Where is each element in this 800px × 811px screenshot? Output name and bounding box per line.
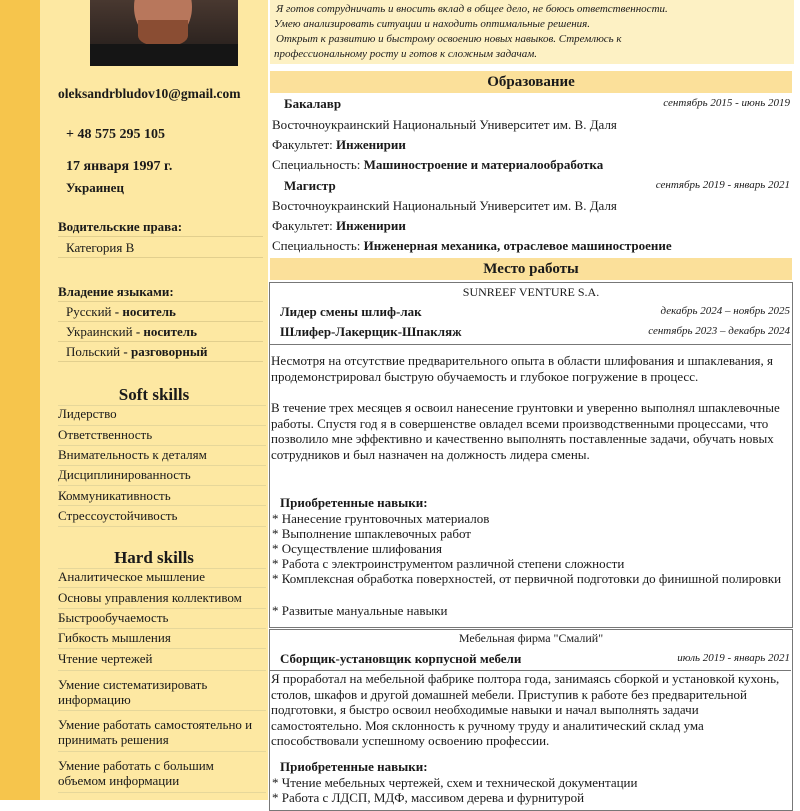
job-description: Я проработал на мебельной фабрике полтора года, занимаясь сборкой и установкой кухонь, столов, шкафов и другой домашней мебели. Приступив к работе без предварительной подготовки, я быстро освоил необходимые навыки и начал выполнять задачи самостоятельно. Моя склонность к ручному труду и аналитический склад ума способствовали успешному освоению профессии. <box>271 671 780 748</box>
soft-skill-item: Стрессоустойчивость <box>58 508 178 523</box>
divider <box>58 465 266 466</box>
specialty-row: Специальность: Инженерная механика, отраслевое машиностроение <box>272 238 672 253</box>
hard-skill-item: Аналитическое мышление <box>58 569 205 584</box>
university: Восточноукраинский Национальный Университет им. В. Даля <box>272 117 617 132</box>
license-title: Водительские права: <box>58 219 183 234</box>
skill-item: * Комплексная обработка поверхностей, от первичной подготовки до финишной полировки <box>272 571 782 586</box>
divider <box>58 236 263 237</box>
acquired-skills-title: Приобретенные навыки: <box>280 759 428 774</box>
job-description: Несмотря на отсутствие предварительного опыта в области шлифования и шпаклевания, я продемонстрировал быструю обучаемость и глубокое погружение в процесс. <box>271 353 774 384</box>
intro-line: Открыт к развитию и быстрому освоению новых навыков. Стремлюсь к <box>276 33 622 45</box>
soft-skill-item: Коммуникативность <box>58 488 171 503</box>
divider <box>58 445 266 446</box>
work-title: Место работы <box>270 258 792 280</box>
degree-master: Магистр <box>284 178 336 193</box>
divider <box>58 341 263 342</box>
accent-stripe <box>0 0 40 800</box>
intro-line: Я готов сотрудничать и вносить вклад в общее дело, не боюсь ответственности. <box>276 3 668 15</box>
divider <box>58 257 263 258</box>
hard-skill-item: Умение работать самостоятельно и принимать решения <box>58 717 253 747</box>
position-title: Сборщик-установщик корпусной мебели <box>280 651 522 666</box>
intro-block <box>270 0 794 64</box>
divider <box>58 321 263 322</box>
language-polish: Польский - разговорный <box>66 344 208 359</box>
faculty-row: Факультет: Инженирии <box>272 218 406 233</box>
divider <box>58 792 266 793</box>
divider <box>58 505 266 506</box>
skill-item: * Работа с электроинструментом различной степени сложности <box>272 556 625 571</box>
phone[interactable]: + 48 575 295 105 <box>66 127 165 142</box>
languages-title: Владение языками: <box>58 284 174 299</box>
divider <box>58 628 266 629</box>
position-dates: декабрь 2024 – ноябрь 2025 <box>660 305 790 317</box>
hard-skill-item: Чтение чертежей <box>58 651 153 666</box>
hard-skill-item: Быстрообучаемость <box>58 610 169 625</box>
hard-skill-item: Гибкость мышления <box>58 630 171 645</box>
divider <box>58 301 263 302</box>
hard-skill-item: Умение систематизировать информацию <box>58 677 208 707</box>
acquired-skills-title: Приобретенные навыки: <box>280 495 428 510</box>
hard-skill-item: Основы управления коллективом <box>58 590 242 605</box>
position-title: Шлифер-Лакерщик-Шпакляж <box>280 324 462 339</box>
degree-bachelor: Бакалавр <box>284 96 342 111</box>
birth-date: 17 января 1997 г. <box>66 159 173 174</box>
soft-skill-item: Дисциплинированность <box>58 467 191 482</box>
nationality: Украинец <box>66 180 124 195</box>
divider <box>58 425 266 426</box>
divider <box>58 587 266 588</box>
divider <box>58 361 263 362</box>
intro-line: Умею анализировать ситуации и находить оптимальные решения. <box>274 18 591 30</box>
skill-item: * Осуществление шлифования <box>272 541 442 556</box>
company-name: SUNREEF VENTURE S.A. <box>462 285 600 299</box>
university: Восточноукраинский Национальный Университет им. В. Даля <box>272 198 617 213</box>
divider <box>269 344 791 345</box>
skill-item: * Чтение мебельных чертежей, схем и технической документации <box>272 775 638 790</box>
soft-skills-title: Soft skills <box>118 385 190 404</box>
soft-skill-item: Лидерство <box>58 406 117 421</box>
position-dates: июль 2019 - январь 2021 <box>677 652 790 664</box>
photo-beard <box>138 20 188 46</box>
specialty-row: Специальность: Машиностроение и материалообработка <box>272 157 604 172</box>
divider <box>58 526 266 527</box>
degree-dates: сентябрь 2019 - январь 2021 <box>655 179 790 191</box>
photo-shirt <box>90 44 238 66</box>
email[interactable]: oleksandrbludov10@gmail.com <box>58 86 241 101</box>
company-name: Мебельная фирма "Смалий" <box>458 631 604 645</box>
skill-item: * Выполнение шпаклевочных работ <box>272 526 471 541</box>
divider <box>58 485 266 486</box>
hard-skills-title: Hard skills <box>114 548 194 567</box>
education-title: Образование <box>270 71 792 93</box>
divider <box>58 648 266 649</box>
position-dates: сентябрь 2023 – декабрь 2024 <box>648 325 790 337</box>
soft-skill-item: Внимательность к деталям <box>58 447 207 462</box>
soft-skill-item: Ответственность <box>58 427 153 442</box>
job-description: В течение трех месяцев я освоил нанесение грунтовки и уверенно выполнял шпаклевочные работы. Спустя год я в совершенстве овладел всеми производственными процессами, что позволило мне эффективно и качественно выполнять поставленные задачи, обучать новых сотрудников и был назначен на должность лидера смены. <box>271 400 780 462</box>
language-russian: Русский - носитель <box>66 304 176 319</box>
hard-skill-item: Умение работать с большим объемом информации <box>58 758 214 788</box>
divider <box>58 710 266 711</box>
skill-item: * Работа с ЛДСП, МДФ, массивом дерева и фурнитурой <box>272 790 585 805</box>
intro-line: профессиональному росту и готов к сложным задачам. <box>274 48 538 60</box>
language-ukrainian: Украинский - носитель <box>66 324 197 339</box>
skill-item: * Нанесение грунтовочных материалов <box>272 511 490 526</box>
divider <box>58 670 266 671</box>
divider <box>58 608 266 609</box>
license-value: Категория В <box>66 240 135 255</box>
degree-dates: сентябрь 2015 - июнь 2019 <box>663 97 790 109</box>
divider <box>58 751 266 752</box>
position-title: Лидер смены шлиф-лак <box>280 304 422 319</box>
profile-photo <box>90 0 238 66</box>
skill-item: * Развитые мануальные навыки <box>272 603 448 618</box>
faculty-row: Факультет: Инженирии <box>272 137 406 152</box>
